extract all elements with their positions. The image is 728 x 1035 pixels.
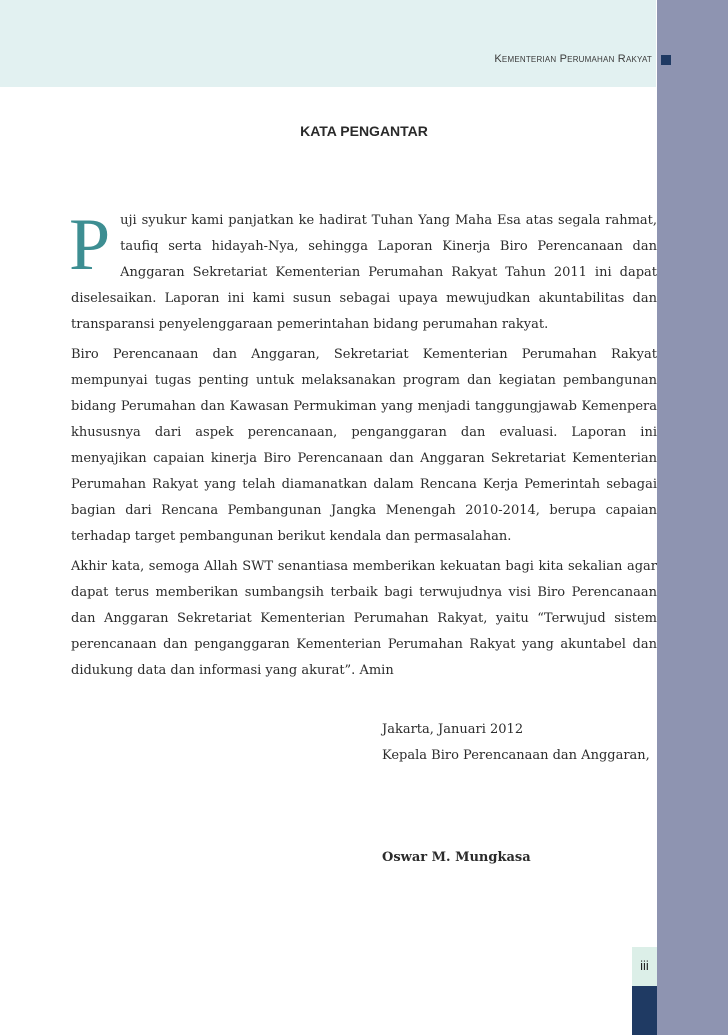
- running-header: Kementerian Perumahan Rakyat: [494, 53, 652, 65]
- page-title: KATA PENGANTAR: [300, 123, 428, 139]
- signature-position: Kepala Biro Perencanaan dan Anggaran,: [382, 748, 650, 763]
- drop-cap: P: [69, 204, 111, 286]
- signature-place-date: Jakarta, Januari 2012: [382, 722, 524, 737]
- body-text: [69, 204, 657, 684]
- signature-name: Oswar M. Mungkasa: [382, 850, 531, 865]
- paragraph-intro-text: uji syukur kami panjatkan ke hadirat Tuhan Yang Maha Esa atas segala rahmat, taufiq serta hidayah-Nya, sehingga Laporan Kinerja Biro Perencanaan dan Anggaran Sekretariat Kementerian Perumahan Rakyat Tahun 2011 ini dapat diselesaikan. Laporan ini kami susun sebagai upaya mewujudkan akuntabilitas dan transparansi penyelenggaraan pemerintahan bidang perumahan rakyat.: [71, 213, 657, 332]
- page-number-bar: [632, 986, 657, 1035]
- paragraph-closing: Akhir kata, semoga Allah SWT senantiasa memberikan kekuatan bagi kita sekalian agar dapat terus memberikan sumbangsih terbaik bagi terwujudnya visi Biro Perencanaan dan Anggaran Sekretariat Kementerian Perumahan Rakyat, yaitu “Terwujud sistem perencanaan dan penganggaran Kementerian Perumahan Rakyat yang akuntabel dan didukung data dan informasi yang akurat”. Amin: [71, 559, 657, 678]
- header-square-marker: [661, 55, 671, 65]
- header-band: [0, 0, 656, 87]
- paragraph-duties: Biro Perencanaan dan Anggaran, Sekretariat Kementerian Perumahan Rakyat mempunyai tugas penting untuk melaksanakan program dan kegiatan pembangunan bidang Perumahan dan Kawasan Permukiman yang menjadi tanggungjawab Kemenpera khususnya dari aspek perencanaan, penganggaran dan evaluasi. Laporan ini menyajikan capaian kinerja Biro Perencanaan dan Anggaran Sekretariat Kementerian Perumahan Rakyat yang telah diamanatkan dalam Rencana Kerja Pemerintah sebagai bagian dari Rencana Pembangunan Jangka Menengah 2010-2014, berupa capaian terhadap target pembangunan berikut kendala dan permasalahan.: [71, 347, 657, 544]
- signature-block: [382, 717, 650, 871]
- paragraph-intro: [69, 204, 657, 338]
- page-number: iii: [640, 958, 649, 973]
- right-side-strip: [657, 0, 728, 1035]
